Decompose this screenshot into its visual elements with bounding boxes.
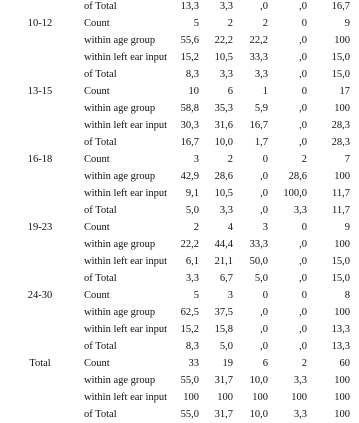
- value-col-4: ,0: [299, 239, 307, 250]
- value-col-1: 42,9: [180, 171, 199, 182]
- value-col-2: 10,0: [214, 137, 233, 148]
- value-col-4: 0: [301, 86, 307, 97]
- value-col-3: 50,0: [249, 256, 268, 267]
- value-col-2: 2: [227, 154, 233, 165]
- value-total: 9: [344, 18, 350, 29]
- value-col-3: 10,0: [249, 375, 268, 386]
- value-col-2: 2: [227, 18, 233, 29]
- value-col-4: 100: [291, 392, 307, 403]
- table-row: [0, 168, 359, 185]
- table-row: [0, 355, 359, 372]
- statistic-label: of Total: [84, 205, 117, 216]
- value-total: 15,0: [331, 52, 350, 63]
- table-row: [0, 134, 359, 151]
- value-total: 7: [344, 154, 350, 165]
- value-col-2: 4: [227, 222, 233, 233]
- value-col-2: 22,2: [214, 35, 233, 46]
- statistic-label: within age group: [84, 375, 156, 386]
- value-col-1: 5,0: [185, 205, 199, 216]
- value-col-4: 0: [301, 222, 307, 233]
- table-row: [0, 66, 359, 83]
- value-col-4: ,0: [299, 120, 307, 131]
- value-col-3: 100: [252, 392, 268, 403]
- table-row: [0, 321, 359, 338]
- statistic-label: within age group: [84, 171, 156, 182]
- table-row: [0, 151, 359, 168]
- age-group-label: 24-30: [27, 290, 53, 301]
- value-col-1: 3,3: [185, 273, 199, 284]
- value-col-4: ,0: [299, 69, 307, 80]
- value-total: 13,3: [331, 324, 350, 335]
- value-col-4: ,0: [299, 1, 307, 12]
- statistic-label: of Total: [84, 409, 117, 420]
- value-total: 11,7: [332, 205, 350, 216]
- value-col-2: 3,3: [219, 69, 233, 80]
- value-col-1: 9,1: [185, 188, 199, 199]
- table-row: [0, 389, 359, 406]
- value-col-1: 55,0: [180, 375, 199, 386]
- value-total: 16,7: [331, 1, 350, 12]
- value-col-4: ,0: [299, 324, 307, 335]
- value-col-4: 28,6: [288, 171, 307, 182]
- value-col-4: ,0: [299, 307, 307, 318]
- value-total: 8: [344, 290, 350, 301]
- value-col-2: 6,7: [219, 273, 233, 284]
- statistic-label: Count: [84, 154, 110, 165]
- value-total: 100: [334, 171, 350, 182]
- age-group-label: 13-15: [27, 86, 53, 97]
- table-row: [0, 219, 359, 236]
- value-col-4: ,0: [299, 256, 307, 267]
- statistic-label: within age group: [84, 307, 156, 318]
- statistic-label: within left ear input: [84, 392, 168, 403]
- value-col-3: 10,0: [249, 409, 268, 420]
- statistic-label: within age group: [84, 103, 156, 114]
- table-row: [0, 15, 359, 32]
- value-col-1: 33: [188, 358, 199, 369]
- value-total: 9: [344, 222, 350, 233]
- value-col-3: 2: [262, 18, 268, 29]
- value-total: 100: [334, 239, 350, 250]
- value-col-1: 15,2: [180, 52, 199, 63]
- statistic-label: of Total: [84, 341, 117, 352]
- value-col-2: 100: [217, 392, 233, 403]
- value-total: 28,3: [331, 120, 350, 131]
- table-row: [0, 236, 359, 253]
- age-group-label: Total: [29, 358, 51, 369]
- value-col-1: 55,6: [180, 35, 199, 46]
- value-col-3: 3: [262, 222, 268, 233]
- table-row: [0, 117, 359, 134]
- value-col-3: ,0: [260, 188, 268, 199]
- value-col-3: 1: [262, 86, 268, 97]
- value-col-4: 100,0: [283, 188, 307, 199]
- statistic-label: Count: [84, 358, 110, 369]
- table-row: [0, 406, 359, 423]
- value-col-3: 33,3: [249, 239, 268, 250]
- value-col-3: 33,3: [249, 52, 268, 63]
- value-col-4: ,0: [299, 52, 307, 63]
- value-col-3: ,0: [260, 205, 268, 216]
- value-col-3: 16,7: [249, 120, 268, 131]
- value-col-4: 3,3: [293, 409, 307, 420]
- value-total: 100: [334, 103, 350, 114]
- value-col-4: ,0: [299, 35, 307, 46]
- table-row: [0, 287, 359, 304]
- table-row: [0, 49, 359, 66]
- value-total: 15,0: [331, 69, 350, 80]
- value-col-4: ,0: [299, 103, 307, 114]
- value-col-2: 3,3: [219, 205, 233, 216]
- statistic-label: of Total: [84, 137, 117, 148]
- value-total: 100: [334, 375, 350, 386]
- value-col-1: 15,2: [180, 324, 199, 335]
- value-col-1: 30,3: [180, 120, 199, 131]
- value-col-3: 0: [262, 290, 268, 301]
- statistic-label: Count: [84, 222, 110, 233]
- value-total: 100: [334, 409, 350, 420]
- value-col-2: 3: [227, 290, 233, 301]
- statistic-label: Count: [84, 86, 110, 97]
- value-col-1: 62,5: [180, 307, 199, 318]
- age-group-label: 19-23: [27, 222, 53, 233]
- value-col-3: ,0: [260, 171, 268, 182]
- value-col-4: 3,3: [293, 375, 307, 386]
- value-col-2: 6: [227, 86, 233, 97]
- value-col-3: 5,0: [254, 273, 268, 284]
- value-col-3: ,0: [260, 324, 268, 335]
- value-col-2: 10,5: [214, 52, 233, 63]
- value-col-2: 19: [222, 358, 233, 369]
- value-col-3: 3,3: [254, 69, 268, 80]
- value-col-1: 5: [193, 18, 199, 29]
- table-row: [0, 372, 359, 389]
- table-row: [0, 202, 359, 219]
- value-col-2: 28,6: [214, 171, 233, 182]
- value-total: 13,3: [331, 341, 350, 352]
- value-col-4: ,0: [299, 273, 307, 284]
- value-col-3: 0: [262, 154, 268, 165]
- value-col-1: 5: [193, 290, 199, 301]
- value-col-4: 0: [301, 18, 307, 29]
- age-group-label: 16-18: [27, 154, 53, 165]
- value-col-4: ,0: [299, 137, 307, 148]
- statistic-label: of Total: [84, 69, 117, 80]
- value-col-2: 37,5: [214, 307, 233, 318]
- value-col-2: 35,3: [214, 103, 233, 114]
- statistic-label: within left ear input: [84, 188, 168, 199]
- value-col-1: 13,3: [180, 1, 199, 12]
- value-col-3: 6: [262, 358, 268, 369]
- value-total: 15,0: [331, 273, 350, 284]
- value-col-4: 2: [301, 358, 307, 369]
- value-col-2: 21,1: [214, 256, 233, 267]
- value-col-1: 100: [183, 392, 199, 403]
- value-col-4: 2: [301, 154, 307, 165]
- value-col-1: 55,0: [180, 409, 199, 420]
- value-col-2: 31,6: [214, 120, 233, 131]
- table-row: [0, 270, 359, 287]
- table-row: [0, 304, 359, 321]
- value-col-3: 5,9: [254, 103, 268, 114]
- table-row: [0, 83, 359, 100]
- value-col-1: 2: [193, 222, 199, 233]
- statistic-label: within left ear input: [84, 324, 168, 335]
- value-col-3: ,0: [260, 1, 268, 12]
- value-col-3: 1,7: [254, 137, 268, 148]
- statistic-label: within age group: [84, 35, 156, 46]
- statistic-label: within left ear input: [84, 52, 168, 63]
- value-col-1: 10: [188, 86, 199, 97]
- value-col-3: ,0: [260, 307, 268, 318]
- statistic-label: within left ear input: [84, 120, 168, 131]
- value-total: 11,7: [332, 188, 350, 199]
- statistic-label: Count: [84, 18, 110, 29]
- table-row: [0, 338, 359, 355]
- statistic-label: of Total: [84, 1, 117, 12]
- value-col-2: 3,3: [219, 1, 233, 12]
- value-col-4: 3,3: [293, 205, 307, 216]
- value-col-2: 44,4: [214, 239, 233, 250]
- table-row: [0, 253, 359, 270]
- value-col-1: 8,3: [185, 341, 199, 352]
- table-row: [0, 0, 359, 15]
- value-total: 28,3: [331, 137, 350, 148]
- value-col-3: ,0: [260, 341, 268, 352]
- value-total: 100: [334, 392, 350, 403]
- value-col-1: 22,2: [180, 239, 199, 250]
- value-col-2: 15,8: [214, 324, 233, 335]
- value-total: 100: [334, 307, 350, 318]
- value-col-2: 31,7: [214, 409, 233, 420]
- statistic-label: Count: [84, 290, 110, 301]
- statistic-label: within left ear input: [84, 256, 168, 267]
- statistic-label: within age group: [84, 239, 156, 250]
- value-col-1: 8,3: [185, 69, 199, 80]
- value-col-4: ,0: [299, 341, 307, 352]
- value-col-3: 22,2: [249, 35, 268, 46]
- table-row: [0, 100, 359, 117]
- value-col-2: 10,5: [214, 188, 233, 199]
- value-col-4: 0: [301, 290, 307, 301]
- value-col-2: 31,7: [214, 375, 233, 386]
- value-total: 60: [339, 358, 350, 369]
- table-row: [0, 32, 359, 49]
- value-col-1: 16,7: [180, 137, 199, 148]
- value-col-1: 3: [193, 154, 199, 165]
- value-col-1: 58,8: [180, 103, 199, 114]
- statistic-label: of Total: [84, 273, 117, 284]
- table-row: [0, 185, 359, 202]
- value-col-2: 5,0: [219, 341, 233, 352]
- value-total: 15,0: [331, 256, 350, 267]
- age-group-label: 10-12: [27, 18, 53, 29]
- value-col-1: 6,1: [185, 256, 199, 267]
- value-total: 100: [334, 35, 350, 46]
- value-total: 17: [339, 86, 350, 97]
